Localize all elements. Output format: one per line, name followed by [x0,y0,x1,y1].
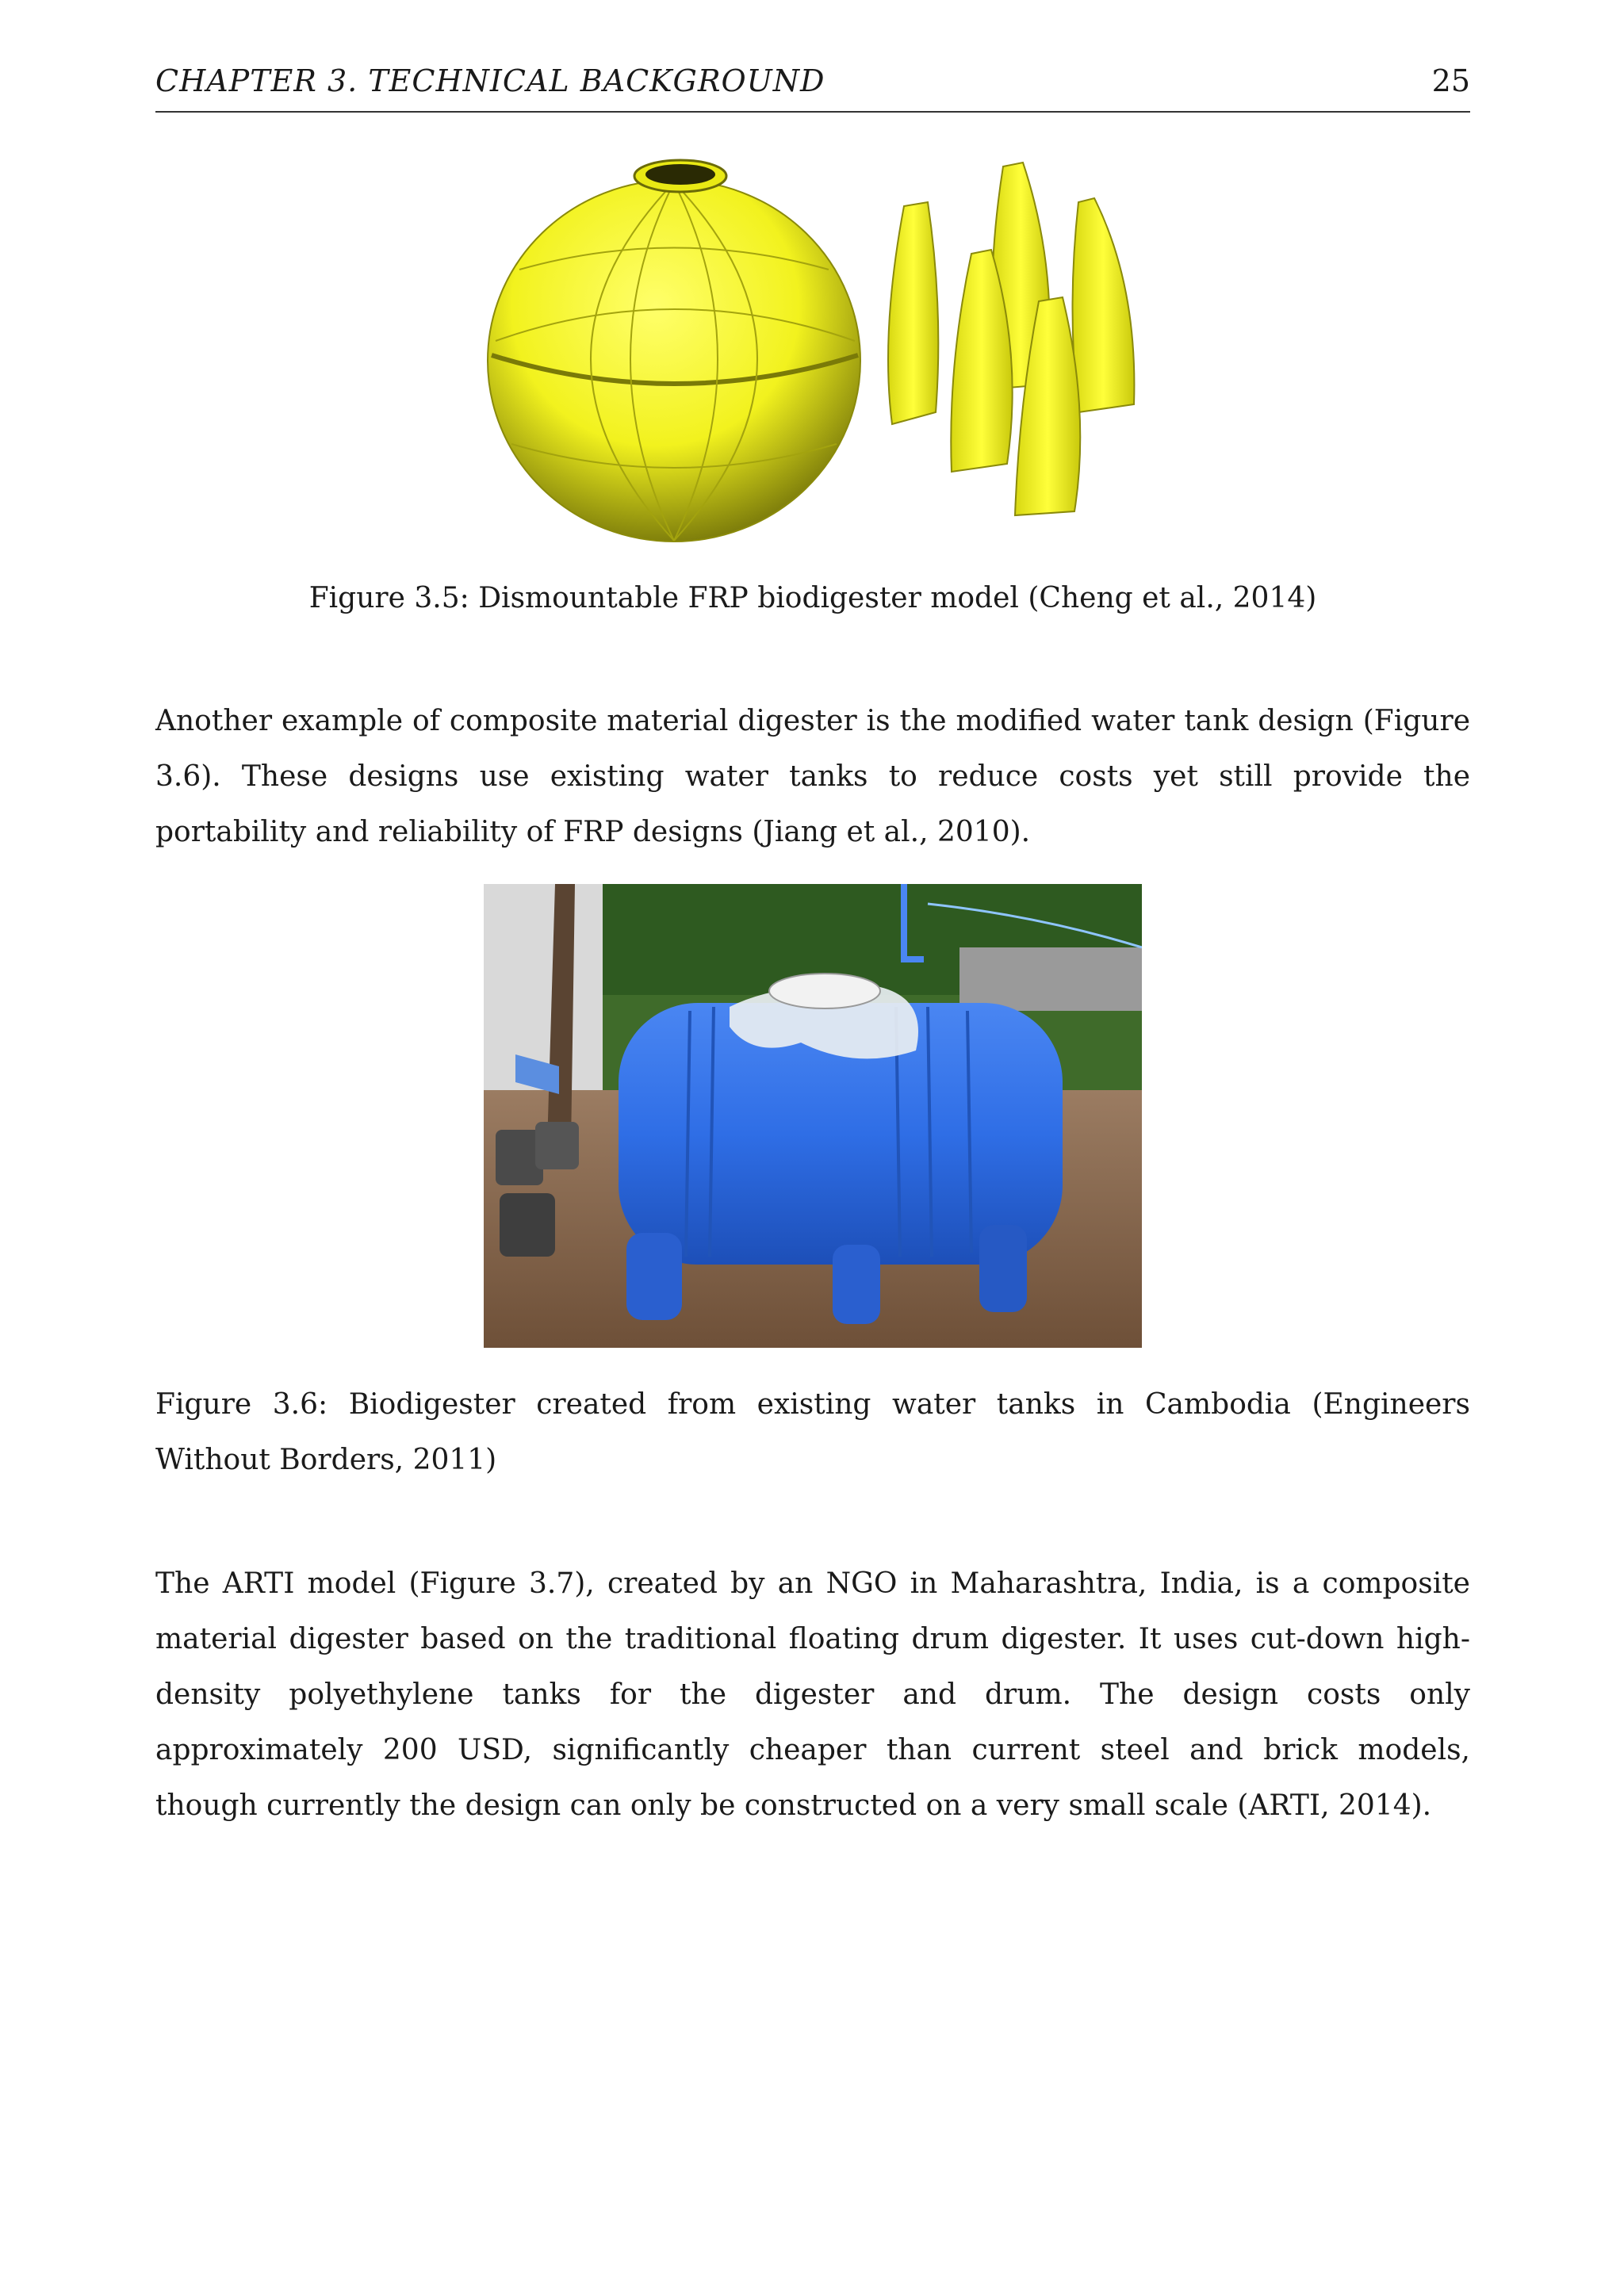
frp-biodigester-illustration [476,151,1158,547]
running-header [155,63,1470,113]
figure-caption-3-5: Figure 3.5: Dismountable FRP biodigester model (Cheng et al., 2014) [308,582,1317,614]
sphere-segments [888,163,1134,515]
figure-caption-3-6: Figure 3.6: Biodigester created from existing water tanks in Cambodia (Engineers Without Borders, 2011) [155,1388,1470,1476]
paragraph-modified-water-tank: Another example of composite material digester is the modified water tank design (Figure 3.6). These designs use existing water tanks to reduce costs yet still provide the portability and reliability of FRP designs (Jiang et al., 2010). [155,705,1470,848]
running-title: CHAPTER 3. TECHNICAL BACKGROUND [155,63,825,98]
water-tank-photo [484,884,1142,1348]
figure-frp-biodigester [476,151,1158,547]
page-number: 25 [1431,63,1470,98]
paragraph-arti-model: The ARTI model (Figure 3.7), created by an NGO in Maharashtra, India, is a composite material digester based on the traditional floating drum digester. It uses cut-down high-density polyethylene tanks for the digester and drum. The design costs only approximately 200 USD, significantly cheaper than current steel and brick models, though currently the design can only be constructed on a very small scale (ARTI, 2014). [155,1567,1470,1822]
figure-water-tank-biodigester [484,884,1142,1348]
sphere-digester [488,160,860,541]
